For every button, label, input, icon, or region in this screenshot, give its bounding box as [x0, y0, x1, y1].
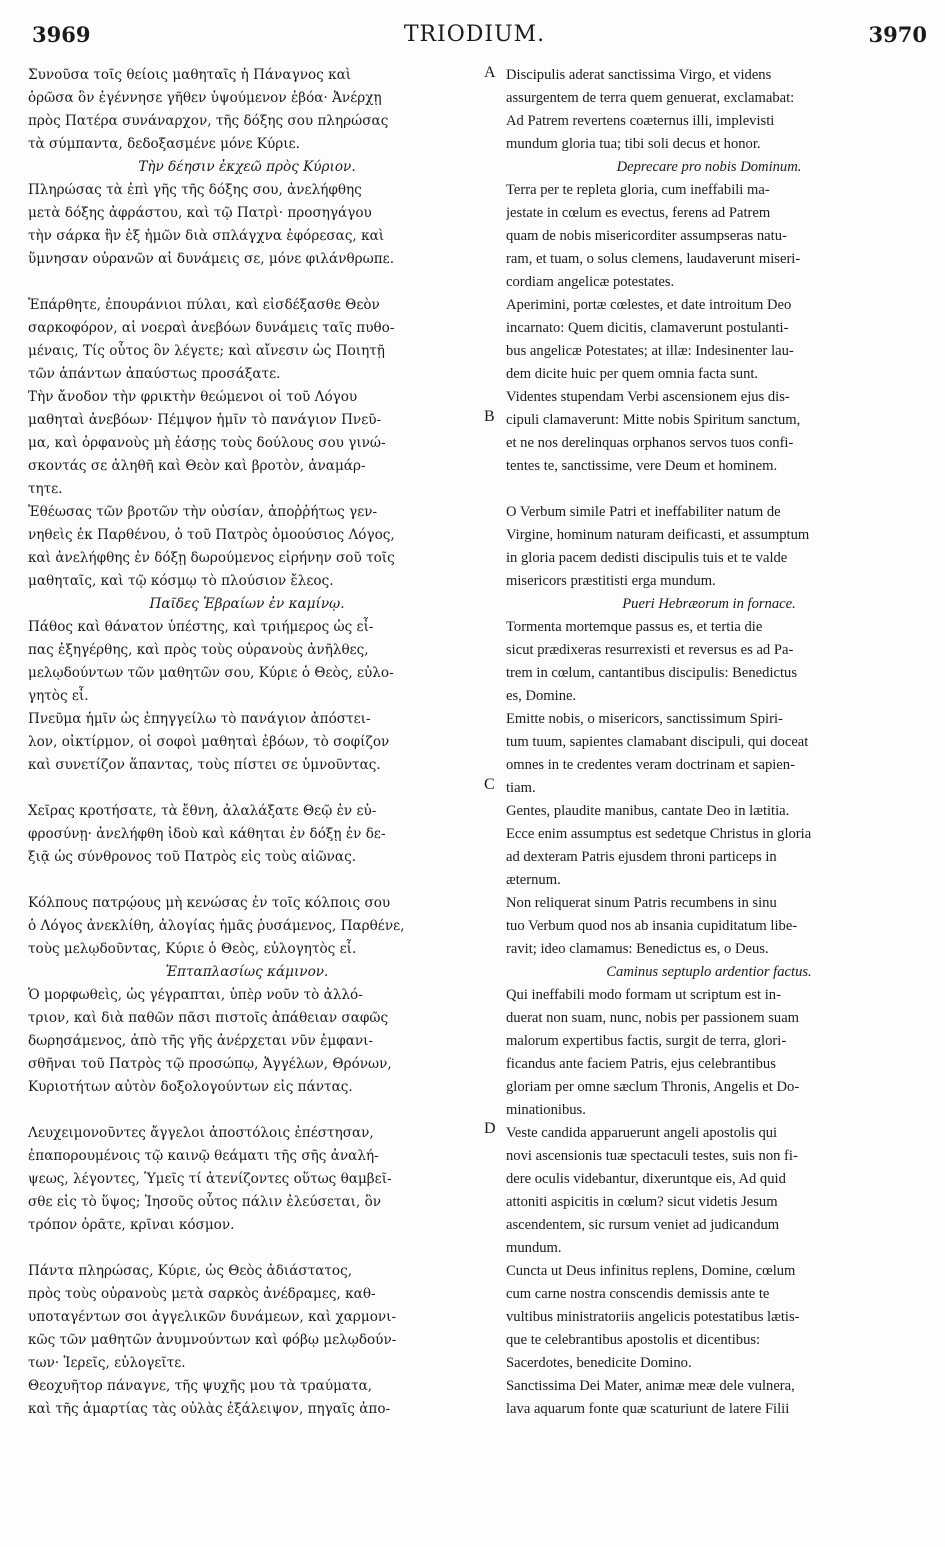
latin-text-line: Terra per te repleta gloria, cum ineffabili ma- — [506, 182, 770, 198]
greek-text-line: Τὴν ἄνοδον τὴν φρικτὴν θεώμενοι οἱ τοῦ Λόγου — [28, 389, 358, 405]
greek-column — [28, 64, 466, 1421]
latin-text-line: Pueri Hebræorum in fornace. — [622, 596, 796, 612]
greek-text-line: τριον, καὶ διὰ παθῶν πᾶσι πιστοῖς ἀπάθειαν σαφῶς — [28, 1010, 389, 1026]
latin-text-line: vultibus ministratoriis angelicis potestatibus lætis- — [506, 1309, 800, 1325]
greek-text-line: μαθηταῖς, καὶ τῷ κόσμῳ τὸ πλούσιον ἔλεος. — [28, 573, 334, 589]
greek-text-line: ὕμνησαν οὐρανῶν αἱ δυνάμεις σε, μόνε φιλάνθρωπε. — [28, 251, 395, 267]
latin-text-line: malorum expertibus factis, surgit de terra, glori- — [506, 1033, 787, 1049]
latin-text-line: sicut prædixeras resurrexisti et reversus es ad Pa- — [506, 642, 794, 658]
greek-text-line — [28, 869, 466, 892]
latin-text-line: Ad Patrem revertens coæternus illi, implevisti — [506, 113, 775, 129]
latin-text-line: Virgine, hominum naturam deificasti, et assumptum — [506, 527, 810, 543]
greek-text-line: Κόλπους πατρῴους μὴ κενώσας ἐν τοῖς κόλποις σου — [28, 895, 391, 911]
latin-text-line: Sanctissima Dei Mater, animæ meæ dele vulnera, — [506, 1378, 795, 1394]
greek-text-line: καὶ ἀνελήφθης ἐν δόξῃ δωρούμενος εἰρήνην σοῦ τοῖς — [28, 550, 395, 566]
greek-text-line: καὶ τῆς ἁμαρτίας τὰς οὐλὰς ἐξάλειψον, πηγαῖς ἀπο- — [28, 1401, 391, 1417]
latin-text-line: in gloria pacem dedisti discipulis tuis et te valde — [506, 550, 788, 566]
latin-text-line: es, Domine. — [506, 688, 577, 704]
latin-text-line: incarnato: Quem dicitis, clamaverunt postulanti- — [506, 320, 789, 336]
greek-text-line: τῶν ἁπάντων ἀπαύστως προσάξατε. — [28, 366, 281, 382]
latin-text-line: minationibus. — [506, 1102, 586, 1118]
greek-text-line: κῶς τῶν μαθητῶν ἀνυμνούντων καὶ φόβῳ μελῳδούν- — [28, 1332, 397, 1348]
greek-text-line: Θεοχυῆτορ πάναγνε, τῆς ψυχῆς μου τὰ τραύματα, — [28, 1378, 373, 1394]
greek-text-line: πας ἐξηγέρθης, καὶ πρὸς τοὺς οὐρανοὺς ἀνῆλθες, — [28, 642, 369, 658]
latin-text-line: Deprecare pro nobis Dominum. — [616, 159, 802, 175]
page-number-right: 3970 — [868, 22, 927, 47]
latin-text-line: Emitte nobis, o misericors, sanctissimum Spiri- — [506, 711, 783, 727]
greek-text-line: καὶ συνετίζον ἅπαντας, τοὺς πίστει σε ὑμνοῦντας. — [28, 757, 381, 773]
greek-text-line: Πάθος καὶ θάνατον ὑπέστης, καὶ τριήμερος ὡς εἶ- — [28, 619, 374, 635]
latin-text-line: Non reliquerat sinum Patris recumbens in sinu — [506, 895, 777, 911]
margin-letter-b: B — [484, 408, 495, 425]
latin-text-line: tuo Verbum quod nos ab insania cupiditatum libe- — [506, 918, 798, 934]
greek-text-line: Ὁ μορφωθεὶς, ὡς γέγραπται, ὑπὲρ νοῦν τὸ ἀλλό- — [28, 987, 363, 1003]
greek-text-line: ὁρῶσα ὃν ἐγέννησε γῆθεν ὑψούμενον ἐβόα· Ἀνέρχῃ — [28, 90, 382, 106]
latin-text-line: misericors præstitisti erga mundum. — [506, 573, 716, 589]
greek-text-line — [28, 777, 466, 800]
latin-text-line: æternum. — [506, 872, 561, 888]
latin-text-line: Veste candida apparuerunt angeli apostolis qui — [506, 1125, 778, 1141]
latin-text-line: tiam. — [506, 780, 536, 796]
greek-text-line: ψεως, λέγοντες, Ὑμεῖς τί ἀτενίζοντες οὕτως θαμβεῖ- — [28, 1171, 392, 1187]
greek-text-line: σαρκοφόρον, αἱ νοεραὶ ἀνεβόων δυνάμεις ταῖς πυθο- — [28, 320, 395, 336]
latin-text-line: bus angelicæ Potestates; at illæ: Indesinenter lau- — [506, 343, 794, 359]
latin-text-line: Qui ineffabili modo formam ut scriptum est in- — [506, 987, 781, 1003]
greek-text-line: τοὺς μελῳδοῦντας, Κύριε ὁ Θεὸς, εὐλογητὸς εἶ. — [28, 941, 357, 957]
latin-text-line: Videntes stupendam Verbi ascensionem ejus dis- — [506, 389, 790, 405]
margin-letter-d: D — [484, 1120, 496, 1137]
latin-text-line: jestate in cœlum es evectus, ferens ad Patrem — [506, 205, 771, 221]
latin-text-line: Cuncta ut Deus infinitus replens, Domine, cœlum — [506, 1263, 796, 1279]
greek-text-line: Πνεῦμα ἡμῖν ὡς ἐπηγγείλω τὸ πανάγιον ἀπόστει- — [28, 711, 371, 727]
latin-text-line: ascendentem, sic rursum veniet ad judicandum — [506, 1217, 780, 1233]
greek-text-line: Συνοῦσα τοῖς θείοις μαθηταῖς ἡ Πάναγνος καὶ — [28, 67, 352, 83]
latin-text-line: duerat non suam, nunc, nobis per passionem suam — [506, 1010, 800, 1026]
latin-text-line: gloriam per omne sæclum Thronis, Angelis et Do- — [506, 1079, 800, 1095]
greek-text-line — [28, 1099, 466, 1122]
greek-text-line: λον, οἰκτίρμον, οἱ σοφοὶ μαθηταὶ ἐβόων, τὸ σοφίζον — [28, 734, 390, 750]
latin-text-line: Tormenta mortemque passus es, et tertia die — [506, 619, 763, 635]
greek-text-line: ὁ Λόγος ἀνεκλίθη, ἀλογίας ἡμᾶς ῥυσάμενος, Παρθένε, — [28, 918, 405, 934]
greek-text-line: τρόπον ὁρᾶτε, κρῖναι κόσμον. — [28, 1217, 235, 1233]
latin-column — [506, 64, 912, 1421]
latin-text-line: trem in cœlum, cantantibus discipulis: Benedictus — [506, 665, 798, 681]
latin-text-line: ad dexteram Patris ejusdem throni particeps in — [506, 849, 777, 865]
greek-text-line: πρὸς Πατέρα συνάναρχον, τῆς δόξης σου πληρώσας — [28, 113, 389, 129]
greek-text-line: μελῳδούντων τῶν μαθητῶν σου, Κύριε ὁ Θεὸς, εὐλο- — [28, 665, 394, 681]
latin-text-line: dem dicite huic per quem omnia facta sunt. — [506, 366, 759, 382]
latin-text-line — [506, 478, 912, 501]
latin-text-line: novi ascensionis tuæ spectaculi testes, suis non fi- — [506, 1148, 798, 1164]
latin-text-line: cordiam angelicæ potestates. — [506, 274, 675, 290]
greek-text-line: Κυριοτήτων αὐτὸν δοξολογούντων εἰς πάντας. — [28, 1079, 353, 1095]
greek-text-line: δωρησάμενος, ἀπὸ τῆς γῆς ἀνέρχεται νῦν ἐμφανι- — [28, 1033, 374, 1049]
greek-text-line: Χεῖρας κροτήσατε, τὰ ἔθνη, ἀλαλάξατε Θεῷ ἐν εὐ- — [28, 803, 377, 819]
latin-text-line: tentes te, sanctissime, vere Deum et hominem. — [506, 458, 778, 474]
latin-text-line: ficandus ante faciem Patris, ejus celebrantibus — [506, 1056, 776, 1072]
greek-text-line: των· Ἱερεῖς, εὐλογεῖτε. — [28, 1355, 186, 1371]
greek-text-line: μα, καὶ ὀρφανοὺς μὴ ἐάσῃς τοὺς δούλους σου γινώ- — [28, 435, 386, 451]
greek-text-line: Πληρώσας τὰ ἐπὶ γῆς τῆς δόξης σου, ἀνελήφθης — [28, 182, 362, 198]
greek-text-line: φροσύνῃ· ἀνελήφθη ἰδοὺ καὶ κάθηται ἐν δόξῃ ἐν δε- — [28, 826, 386, 842]
greek-text-line: μέναις, Τίς οὗτος ὃν λέγετε; καὶ αἴνεσιν ὡς Ποιητῇ — [28, 343, 385, 359]
greek-text-line: μαθηταὶ ἀνεβόων· Πέμψον ἡμῖν τὸ πανάγιον Πνεῦ- — [28, 412, 382, 428]
latin-text-line: omnes in te credentes veram doctrinam et sapien- — [506, 757, 795, 773]
latin-text-line: Discipulis aderat sanctissima Virgo, et videns — [506, 67, 772, 83]
greek-text-line: Παῖδες Ἑβραίων ἐν καμίνῳ. — [149, 596, 345, 612]
greek-text-line: σκοντάς σε ἀληθῆ καὶ Θεὸν καὶ βροτὸν, ἀναμάρ- — [28, 458, 366, 474]
greek-text-line: Λευχειμονοῦντες ἄγγελοι ἀποστόλοις ἐπέστησαν, — [28, 1125, 374, 1141]
latin-text-line: Sacerdotes, benedicite Domino. — [506, 1355, 692, 1371]
greek-text-line: Ἑπταπλασίως κάμινον. — [165, 964, 329, 980]
latin-text-line: cum carne nostra conscendis demissis ante te — [506, 1286, 770, 1302]
greek-text-line: τὴν σάρκα ἣν ἐξ ἡμῶν διὰ σπλάγχνα ἐφόρεσας, καὶ — [28, 228, 385, 244]
latin-text-line: et ne nos derelinquas orphanos servos tuos confi- — [506, 435, 794, 451]
latin-text-line: assurgentem de terra quem genuerat, exclamabat: — [506, 90, 795, 106]
latin-text-line: O Verbum simile Patri et ineffabiliter natum de — [506, 504, 781, 520]
latin-text-line: mundum. — [506, 1240, 562, 1256]
latin-text-line: Aperimini, portæ cœlestes, et date introitum Deo — [506, 297, 792, 313]
greek-text-line: πρὸς τοὺς οὐρανοὺς μετὰ σαρκὸς ἀνέδραμες, καθ- — [28, 1286, 376, 1302]
margin-letter-a: A — [484, 64, 496, 81]
latin-text-line: cipuli clamaverunt: Mitte nobis Spiritum sanctum, — [506, 412, 801, 428]
greek-text-line: υποταγέντων σοι ἀγγελικῶν δυνάμεων, καὶ χαρμονι- — [28, 1309, 397, 1325]
greek-text-line: σθῆναι τοῦ Πατρὸς τῷ προσώπῳ, Ἀγγέλων, Θρόνων, — [28, 1056, 392, 1072]
latin-text-line: tum tuum, sapientes clamabant discipuli, qui doceat — [506, 734, 809, 750]
latin-text-line: attoniti aspicitis in cœlum? sicut videtis Jesum — [506, 1194, 778, 1210]
latin-text-line: mundum gloria tua; tibi soli decus et honor. — [506, 136, 761, 152]
greek-text-line: σθε εἰς τὸ ὕψος; Ἰησοῦς οὗτος πάλιν ἐλεύσεται, ὃν — [28, 1194, 382, 1210]
greek-text-line: Πάντα πληρώσας, Κύριε, ὡς Θεὸς ἀδιάστατος, — [28, 1263, 353, 1279]
greek-text-line: νηθεὶς ἐκ Παρθένου, ὁ τοῦ Πατρὸς ὁμοούσιος Λόγος, — [28, 527, 395, 543]
latin-text-line: dere oculis videbantur, dixeruntque eis, Ad quid — [506, 1171, 786, 1187]
page-number-left: 3969 — [32, 22, 91, 47]
latin-text-line: ravit; ideo clamamus: Benedictus es, o Deus. — [506, 941, 769, 957]
greek-text-line: τητε. — [28, 481, 63, 497]
greek-text-line: Ἐθέωσας τῶν βροτῶν τὴν οὐσίαν, ἀποῤῥήτως γεν- — [28, 504, 378, 520]
latin-text-line: quam de nobis misericorditer assumpseras natu- — [506, 228, 787, 244]
latin-text-line: Caminus septuplo ardentior factus. — [606, 964, 812, 980]
running-title: TRIODIUM. — [403, 22, 546, 47]
greek-text-line: Ἐπάρθητε, ἐπουράνιοι πύλαι, καὶ εἰσδέξασθε Θεὸν — [28, 297, 380, 313]
latin-text-line: ram, et tuam, o solus clemens, laudaverunt miseri- — [506, 251, 801, 267]
greek-text-line — [28, 271, 466, 294]
greek-text-line: μετὰ δόξης ἀφράστου, καὶ τῷ Πατρὶ· προσηγάγου — [28, 205, 372, 221]
latin-text-line: lava aquarum fonte quæ scaturiunt de latere Filii — [506, 1401, 790, 1417]
latin-text-line: Ecce enim assumptus est sedetque Christus in gloria — [506, 826, 812, 842]
margin-letter-c: C — [484, 776, 495, 793]
greek-text-line: ξιᾷ ὡς σύνθρονος τοῦ Πατρὸς εἰς τοὺς αἰῶνας. — [28, 849, 357, 865]
page-header — [22, 22, 927, 62]
latin-text-line: Gentes, plaudite manibus, cantate Deo in lætitia. — [506, 803, 790, 819]
latin-text-line: que te celebrantibus apostolis et dicentibus: — [506, 1332, 761, 1348]
greek-text-line — [28, 1237, 466, 1260]
greek-text-line: τὰ σύμπαντα, δεδοξασμένε μόνε Κύριε. — [28, 136, 300, 152]
greek-text-line: γητὸς εἶ. — [28, 688, 89, 704]
greek-text-line: Τὴν δέησιν ἐκχεῶ πρὸς Κύριον. — [138, 159, 356, 175]
greek-text-line: ἐπαπορουμένοις τῷ καινῷ θεάματι τῆς σῆς ἀναλή- — [28, 1148, 379, 1164]
